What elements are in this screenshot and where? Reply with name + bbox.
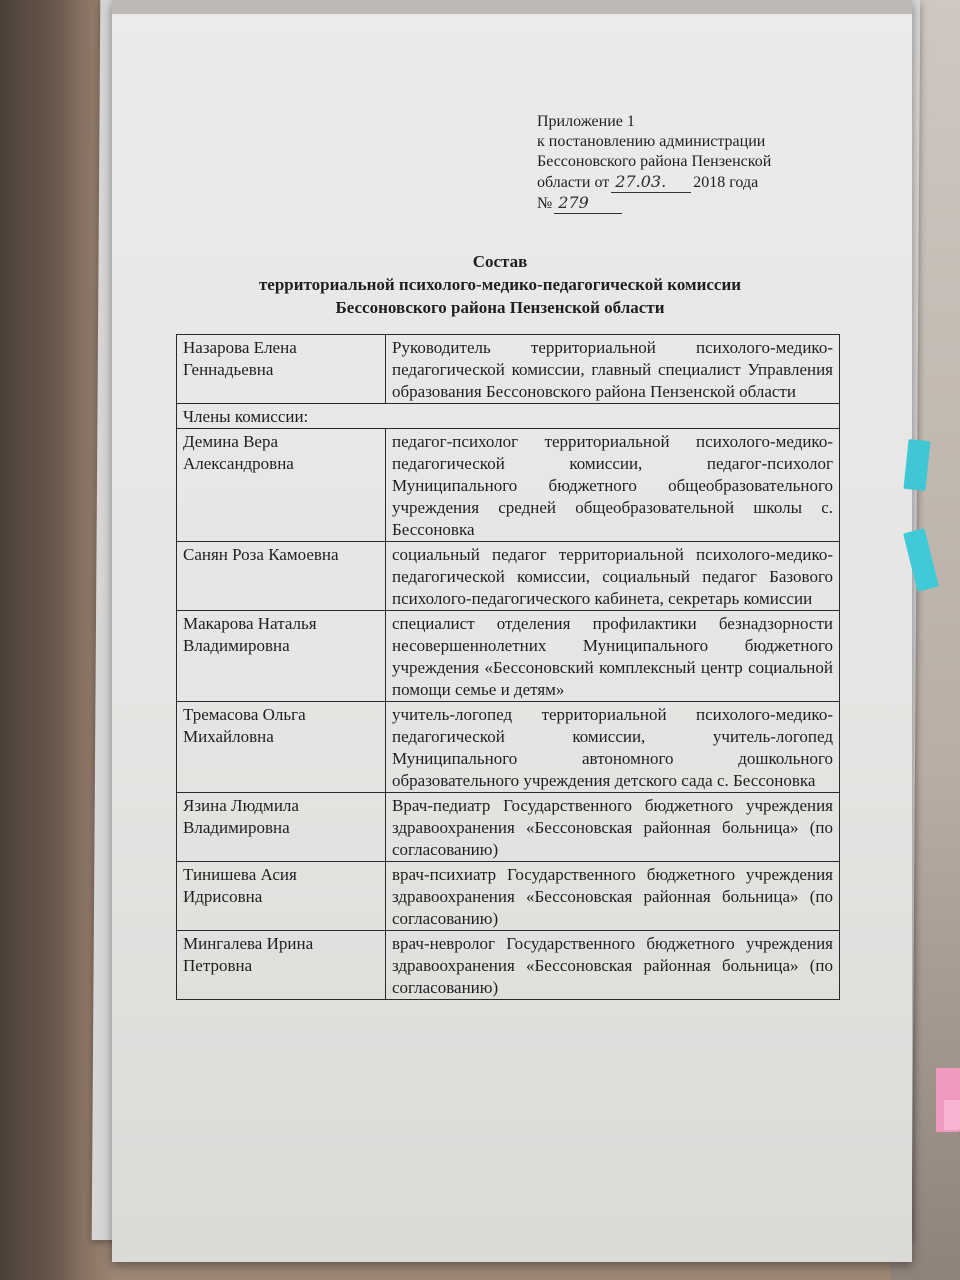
table-row <box>177 793 840 862</box>
table-row <box>177 429 840 542</box>
member-role: врач-психиатр Государственного бюджетного учреждения здравоохранения «Бессоновская районная больница» (по согласованию) <box>386 862 840 931</box>
title-line: территориальной психолого-медико-педагогической комиссии <box>258 275 742 294</box>
member-role: Врач-педиатр Государственного бюджетного учреждения здравоохранения «Бессоновская районная больница» (по согласованию) <box>386 793 840 862</box>
member-role: педагог-психолог территориальной психолого-медико-педагогической комиссии, педагог-психолог Муниципального бюджетного общеобразовательного учреждения средней общеобразовательной школы с. Бессоновка <box>386 429 840 542</box>
pink-bookmark-tab <box>944 1100 960 1130</box>
table-row <box>177 862 840 931</box>
table-row <box>177 611 840 702</box>
annex-date-prefix: области от <box>537 174 610 191</box>
annex-line: к постановлению администрации <box>537 133 766 150</box>
member-name: Макарова Наталья Владимировна <box>177 611 386 702</box>
annex-number-line <box>537 193 827 214</box>
table-row <box>177 702 840 793</box>
member-name: Язина Людмила Владимировна <box>177 793 386 862</box>
table-row <box>177 335 840 404</box>
table-row <box>177 542 840 611</box>
member-name: Назарова Елена Геннадьевна <box>177 335 386 404</box>
table-row <box>177 931 840 1000</box>
document-title <box>150 250 850 319</box>
member-name: Тинишева Асия Идрисовна <box>177 862 386 931</box>
number-sign: № <box>537 195 553 212</box>
annex-line: Бессоновского района Пензенской <box>537 153 772 170</box>
member-role: Руководитель территориальной психолого-медико-педагогической комиссии, главный специалист Управления образования Бессоновского района Пензенской области <box>386 335 840 404</box>
annex-header <box>537 112 827 214</box>
member-role: учитель-логопед территориальной психолого-медико-педагогической комиссии, учитель-логопед Муниципального автономного дошкольного образовательного учреждения детского сада с. Бессоновка <box>386 702 840 793</box>
member-role: социальный педагог территориальной психолого-медико-педагогической комиссии, социальный педагог Базового психолого-педагогического кабинета, секретарь комиссии <box>386 542 840 611</box>
members-section-label: Члены комиссии: <box>177 404 840 429</box>
member-name: Демина Вера Александровна <box>177 429 386 542</box>
member-name: Мингалева Ирина Петровна <box>177 931 386 1000</box>
annex-date-line <box>537 172 827 193</box>
handwritten-date: 27.03. <box>611 172 691 193</box>
member-role: специалист отделения профилактики безнадзорности несовершеннолетних Муниципального бюджетного учреждения «Бессоновский комплексный центр социальной помощи семье и детям» <box>386 611 840 702</box>
annex-date-suffix: 2018 года <box>693 174 759 191</box>
handwritten-number: 279 <box>554 193 622 214</box>
table-row <box>177 404 840 429</box>
title-line: Состав <box>472 252 528 271</box>
annex-line: Приложение 1 <box>537 113 635 130</box>
commission-table <box>176 334 840 1000</box>
member-name: Тремасова Ольга Михайловна <box>177 702 386 793</box>
title-line: Бессоновского района Пензенской области <box>335 298 665 317</box>
member-role: врач-невролог Государственного бюджетного учреждения здравоохранения «Бессоновская районная больница» (по согласованию) <box>386 931 840 1000</box>
page-top-edge <box>112 0 912 14</box>
member-name: Санян Роза Камоевна <box>177 542 386 611</box>
